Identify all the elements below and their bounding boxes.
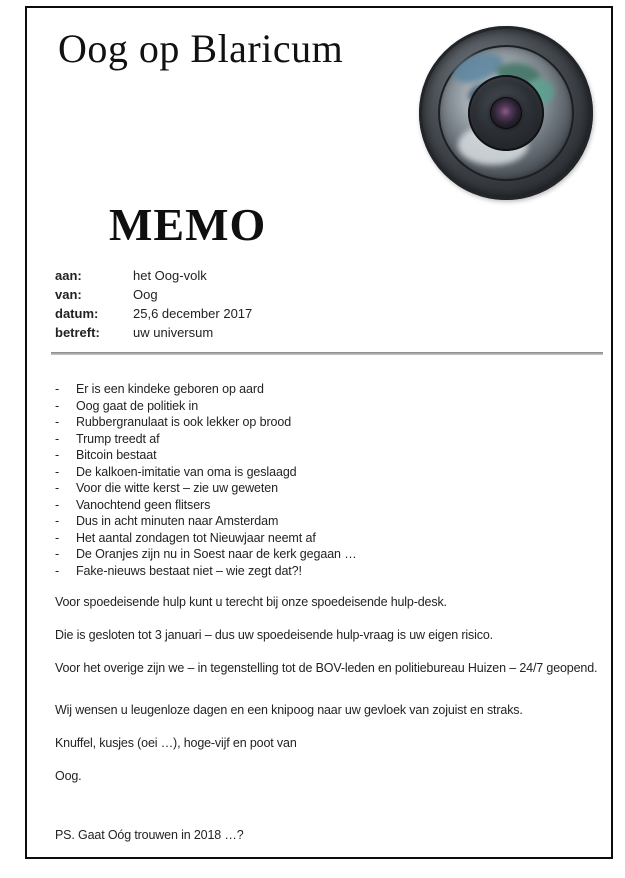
- list-item: - Vanochtend geen flitsers: [55, 497, 611, 514]
- closing-paragraph: Wij wensen u leugenloze dagen en een knipoog naar uw gevloek van zojuist en straks.: [55, 703, 523, 717]
- field-label: aan:: [55, 268, 82, 283]
- field-value: het Oog-volk: [133, 268, 207, 283]
- camera-lens-image: [419, 26, 593, 200]
- field-row-datum: [55, 304, 611, 323]
- list-item: - Dus in acht minuten naar Amsterdam: [55, 513, 611, 530]
- lens-barrel: [419, 26, 593, 200]
- list-item: - De kalkoen-imitatie van oma is geslaagd: [55, 464, 611, 481]
- memo-bullet-list: [55, 381, 611, 579]
- list-item: - Voor die witte kerst – zie uw geweten: [55, 480, 611, 497]
- field-label: datum:: [55, 306, 99, 321]
- list-item: - Trump treedt af: [55, 431, 611, 448]
- list-item: - Fake-nieuws bestaat niet – wie zegt dat?!: [55, 563, 611, 580]
- list-item: - Bitcoin bestaat: [55, 447, 611, 464]
- page-title: Oog op Blaricum: [58, 26, 344, 71]
- field-row-betreft: [55, 323, 611, 342]
- lens-glass: [438, 45, 574, 181]
- field-label: betreft:: [55, 325, 100, 340]
- body-paragraph: Die is gesloten tot 3 januari – dus uw spoedeisende hulp-vraag is uw eigen risico.: [55, 628, 493, 642]
- list-item: - Oog gaat de politiek in: [55, 398, 611, 415]
- postscript: PS. Gaat Oóg trouwen in 2018 …?: [55, 828, 244, 842]
- memo-heading: MEMO: [109, 199, 267, 250]
- memo-fields: [55, 266, 611, 342]
- list-item: - Rubbergranulaat is ook lekker op brood: [55, 414, 611, 431]
- field-value: 25,6 december 2017: [133, 306, 253, 321]
- lens-center: [490, 97, 522, 129]
- memo-page: [25, 6, 613, 859]
- separator-rule: [51, 352, 603, 355]
- field-row-aan: [55, 266, 611, 285]
- lens-inner-ring: [468, 75, 544, 151]
- signature: Oog.: [55, 769, 82, 783]
- body-paragraph: Voor spoedeisende hulp kunt u terecht bij onze spoedeisende hulp-desk.: [55, 595, 447, 609]
- field-value: Oog: [133, 287, 158, 302]
- closing-paragraph: Knuffel, kusjes (oei …), hoge-vijf en poot van: [55, 736, 297, 750]
- field-row-van: [55, 285, 611, 304]
- list-item: - De Oranjes zijn nu in Soest naar de kerk gegaan …: [55, 546, 611, 563]
- list-item: - Het aantal zondagen tot Nieuwjaar neemt af: [55, 530, 611, 547]
- list-item: - Er is een kindeke geboren op aard: [55, 381, 611, 398]
- field-label: van:: [55, 287, 82, 302]
- field-value: uw universum: [133, 325, 214, 340]
- body-paragraph: Voor het overige zijn we – in tegenstelling tot de BOV-leden en politiebureau Huizen – 24/7 geopend.: [55, 661, 598, 675]
